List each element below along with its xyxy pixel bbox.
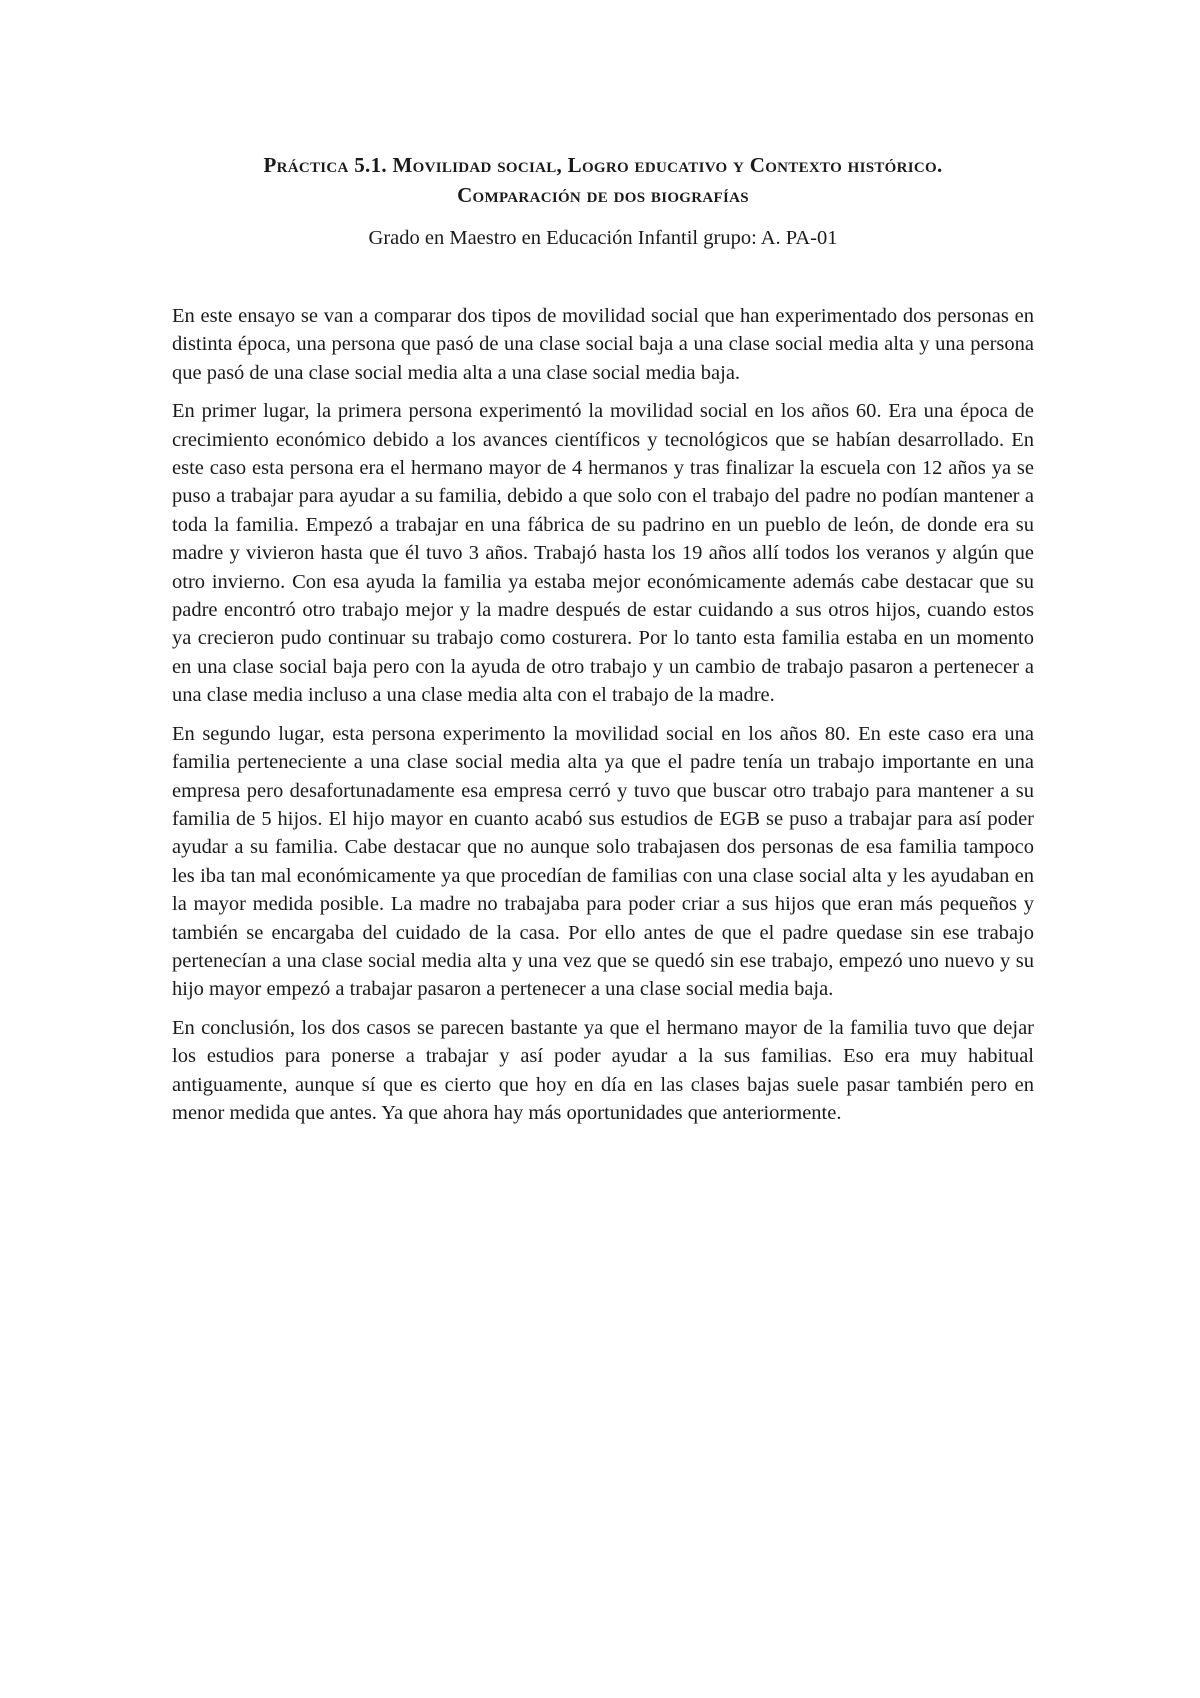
paragraph-conclusion: En conclusión, los dos casos se parecen bastante ya que el hermano mayor de la familia tuvo que dejar los estudios para ponerse a trabajar y así poder ayudar a la sus familias. Eso era muy habitual antiguamente, aunque sí que es cierto que hoy en día en las clases bajas suele pasar también pero en menor medida que antes. Ya que ahora hay más oportunidades que anteriormente. (172, 1016, 1034, 1124)
title-line-1: Práctica 5.1. Movilidad social, Logro educativo y Contexto histórico. (263, 153, 943, 177)
title-line-2: Comparación de dos biografías (457, 183, 749, 207)
document-title (172, 150, 1034, 210)
document-page (172, 150, 1034, 1137)
document-body (172, 302, 1034, 1127)
paragraph-intro: En este ensayo se van a comparar dos tipos de movilidad social que han experimentado dos personas en distinta época, una persona que pasó de una clase social baja a una clase social media alta y una persona que pasó de una clase social media alta a una clase social media baja. (172, 305, 1034, 384)
paragraph-first-case: En primer lugar, la primera persona experimentó la movilidad social en los años 60. Era una época de crecimiento económico debido a los avances científicos y tecnológicos que se habían desarrollado. En este caso esta persona era el hermano mayor de 4 hermanos y tras finalizar la escuela con 12 años ya se puso a trabajar para ayudar a su familia, debido a que solo con el trabajo del padre no podían mantener a toda la familia. Empezó a trabajar en una fábrica de su padrino en un pueblo de león, de donde era su madre y vivieron hasta que él tuvo 3 años. Trabajó hasta los 19 años allí todos los veranos y algún que otro invierno. Con esa ayuda la familia ya estaba mejor económicamente además cabe destacar que su padre encontró otro trabajo mejor y la madre después de estar cuidando a sus otros hijos, cuando estos ya crecieron pudo continuar su trabajo como costurera. Por lo tanto esta familia estaba en un momento en una clase social baja pero con la ayuda de otro trabajo y un cambio de trabajo pasaron a pertenecer a una clase media incluso a una clase media alta con el trabajo de la madre. (172, 400, 1034, 707)
document-subtitle: Grado en Maestro en Educación Infantil grupo: A. PA-01 (368, 227, 838, 249)
paragraph-second-case: En segundo lugar, esta persona experimento la movilidad social en los años 80. En este caso era una familia perteneciente a una clase social media alta ya que el padre tenía un trabajo importante en una empresa pero desafortunadamente esa empresa cerró y tuvo que buscar otro trabajo para mantener a su familia de 5 hijos. El hijo mayor en cuanto acabó sus estudios de EGB se puso a trabajar para así poder ayudar a su familia. Cabe destacar que no aunque solo trabajasen dos personas de esa familia tampoco les iba tan mal económicamente ya que procedían de familias con una clase social alta y les ayudaban en la mayor medida posible. La madre no trabajaba para poder criar a sus hijos que eran más pequeños y también se encargaba del cuidado de la casa. Por ello antes de que el padre quedase sin ese trabajo pertenecían a una clase social media alta y una vez que se quedó sin ese trabajo, empezó uno nuevo y su hijo mayor empezó a trabajar pasaron a pertenecer a una clase social media baja. (172, 722, 1034, 1001)
